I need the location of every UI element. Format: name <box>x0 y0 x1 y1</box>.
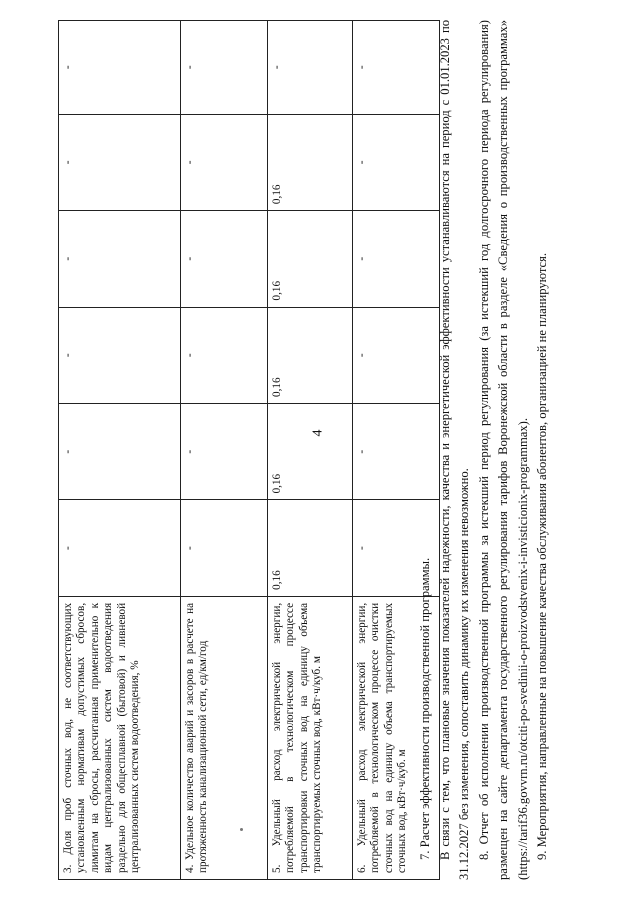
table-cell: - <box>59 403 181 499</box>
section-8-paragraph: 8. Отчет об исполнении производственной программы за истекший период регулирования (за истекший год долгосрочного периода регулирования) размещен на сайте департамента государственного регулирования тарифов Воронежской области в разделе «Сведения о производственных программах» (https://tarif36.govvrn.ru/otciti-po-svedinii-o-proizvodstvenix-i-invisticionix-programmax). <box>476 20 530 880</box>
table-cell: 0,16 <box>268 211 353 307</box>
table-cell: 0,16 <box>268 307 353 403</box>
section-7-heading: 7. Расчет эффективности производственной программы. <box>418 557 432 860</box>
page-number: 4 <box>310 429 326 437</box>
table-row <box>59 21 181 880</box>
table-cell: - <box>353 114 440 210</box>
table-cell: - <box>59 21 181 115</box>
table-cell: - <box>181 500 268 596</box>
body-text <box>416 20 553 880</box>
section-7-paragraph: В связи с тем, что плановые значения показателей надежности, качества и энергетической эффективности устанавливаются на период с 01.01.2023 по 31.12.2027 без изменения, сопоставить динамику их изменения невозможно. <box>437 20 471 880</box>
table-cell: - <box>59 114 181 210</box>
table-cell: - <box>181 403 268 499</box>
rotated-page <box>58 20 640 880</box>
table-row <box>181 21 268 880</box>
table-cell: - <box>59 211 181 307</box>
table-cell: - <box>181 211 268 307</box>
table-cell: 0,16 <box>268 114 353 210</box>
table-cell: - <box>353 211 440 307</box>
table-cell: - <box>181 307 268 403</box>
table-cell: - <box>268 21 353 115</box>
table-cell: - <box>181 21 268 115</box>
table-cell: 0,16 <box>268 403 353 499</box>
table-cell: - <box>353 21 440 115</box>
indicator-name: 5. Удельный расход электрической энергии, потребляемой в технологическом процессе транспортировки сточных вод на единицу объема транспортируемых сточных вод, кВт·ч/куб. м <box>268 596 353 879</box>
indicators-table <box>58 20 440 880</box>
table-cell: - <box>59 500 181 596</box>
indicator-name: 6. Удельный расход электрической энергии, потребляемой в технологическом процессе очистки сточных вод на единицу объема транспортируемых сточных вод, кВт·ч/куб. м <box>353 596 440 879</box>
section-9-paragraph: 9. Мероприятия, направленные на повышение качества обслуживания абонентов, организацией не планируются. <box>535 252 549 860</box>
scan-speck <box>240 828 243 831</box>
table-cell: 0,16 <box>268 500 353 596</box>
table-row <box>268 21 353 880</box>
indicator-name: 3. Доля проб сточных вод, не соответствующих установленным нормативам допустимых сбросов, лимитам на сбросы, рассчитанная применительно к видам централизованных систем водоотведения раздельно для общесплавной (бытовой) и ливневой централизованных систем водоотведения, % <box>59 596 181 879</box>
indicator-name: 4. Удельное количество аварий и засоров в расчете на протяженность канализационной сети, ед/км/год <box>181 596 268 879</box>
table-cell: - <box>353 403 440 499</box>
table-cell: - <box>353 500 440 596</box>
table-cell: - <box>59 307 181 403</box>
table-cell: - <box>353 307 440 403</box>
table-cell: - <box>181 114 268 210</box>
